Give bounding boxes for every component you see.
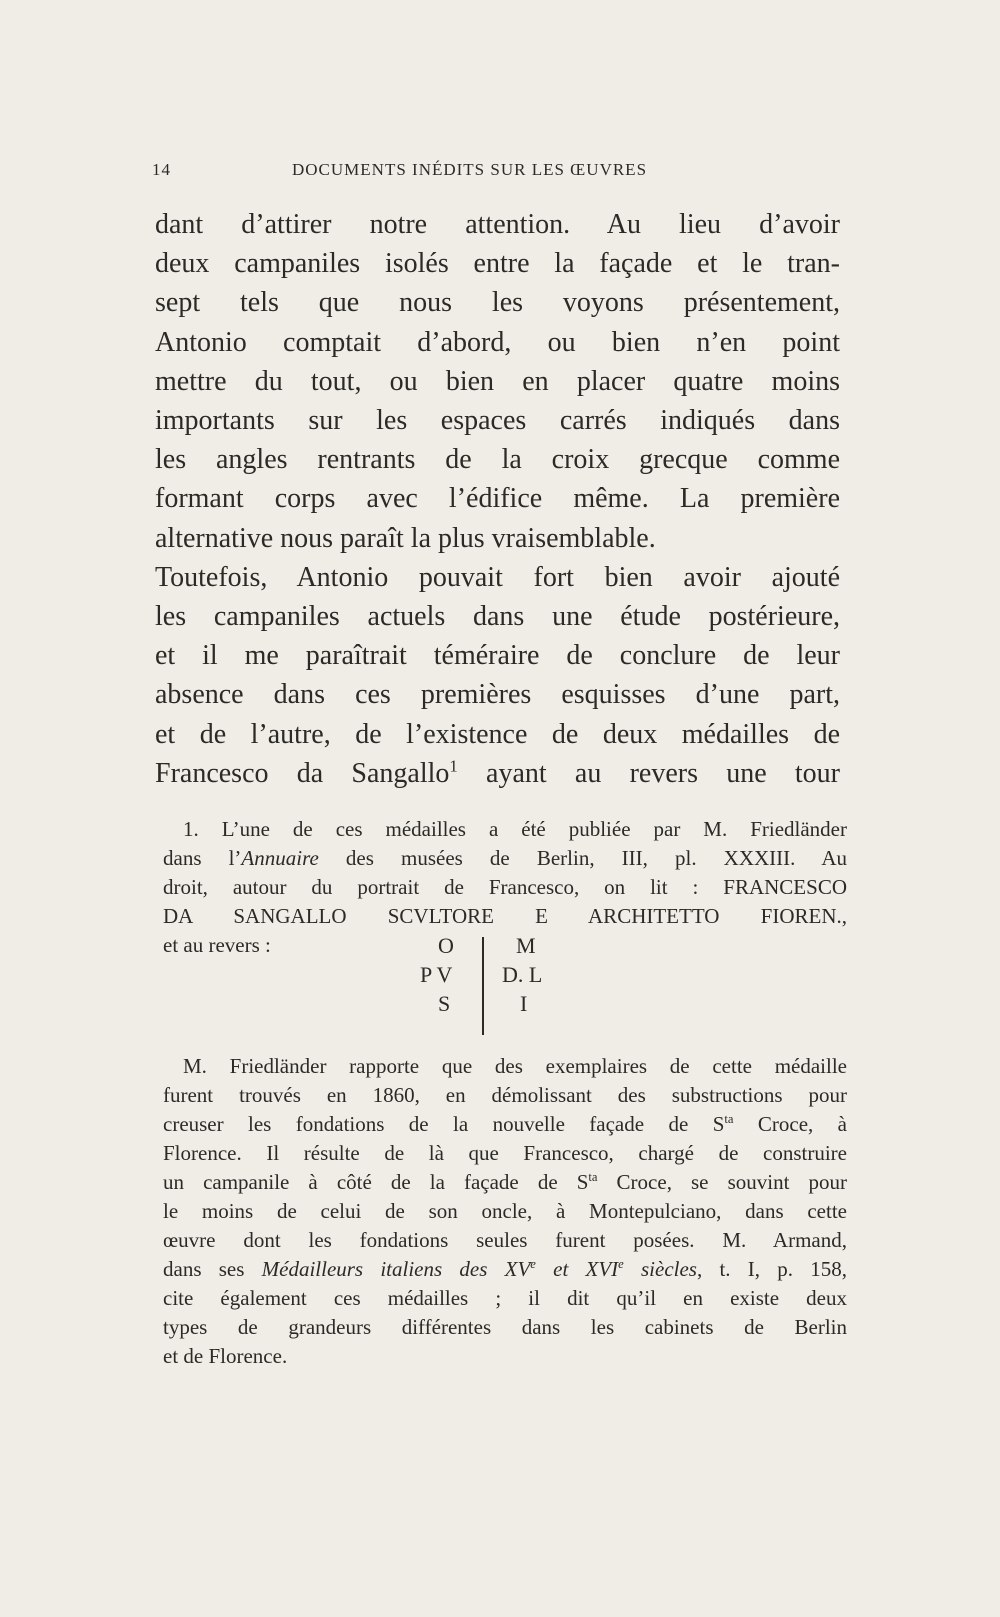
italic-title: siècles [623, 1257, 697, 1281]
text-fragment: dans ses [163, 1257, 262, 1281]
superscript: ta [724, 1112, 734, 1126]
text-fragment: un campanile à côté de la façade de S [163, 1170, 589, 1194]
text-line: formant corps avec l’édifice même. La première [155, 483, 840, 515]
footnote-line: Florence. Il résulte de là que Francesco, chargé de construire [163, 1141, 847, 1165]
text-line: mettre du tout, ou bien en placer quatre moins [155, 365, 840, 397]
text-line: absence dans ces premières esquisses d’une part, [155, 679, 840, 711]
footnote-line: M. Friedländer rapporte que des exemplaires de cette médaille [183, 1054, 847, 1078]
text-fragment: ayant au revers une tour [457, 757, 840, 789]
text-line: importants sur les espaces carrés indiqués dans [155, 405, 840, 437]
text-line: et de l’autre, de l’existence de deux médailles de [155, 718, 840, 750]
italic-title: Annuaire [241, 846, 319, 870]
inscription-right-top: M [516, 933, 536, 958]
inscription-right-mid: D. L [502, 962, 543, 987]
footnote-line [163, 844, 847, 873]
footnote-line: types de grandeurs différentes dans les cabinets de Berlin [163, 1315, 847, 1339]
text-fragment: Croce, se souvint pour [597, 1170, 847, 1194]
page-number: 14 [152, 160, 171, 179]
text-line: Antonio comptait d’abord, ou bien n’en point [155, 326, 840, 358]
footnote-ref: 1 [449, 756, 458, 776]
footnote-1-continued [163, 1052, 847, 1371]
footnote-line: et au revers : [163, 933, 271, 957]
footnote-line [163, 1110, 847, 1139]
text-fragment: dans l’ [163, 846, 242, 870]
text-fragment: , t. I, p. 158, [696, 1257, 847, 1281]
inscription-divider [482, 937, 484, 1035]
text-fragment: creuser les fondations de la nouvelle façade de S [163, 1112, 725, 1136]
footnote-line: droit, autour du portrait de Francesco, on lit : FRANCESCO [163, 875, 847, 899]
footnote-line [163, 1168, 847, 1197]
inscription-left-mid: P V [420, 962, 453, 987]
text-line: et il me paraîtrait téméraire de conclure de leur [155, 640, 840, 672]
text-line: les campaniles actuels dans une étude postérieure, [155, 601, 840, 633]
footnote-line: œuvre dont les fondations seules furent posées. M. Armand, [163, 1228, 847, 1252]
running-title: DOCUMENTS INÉDITS SUR LES ŒUVRES [292, 160, 648, 179]
text-line: deux campaniles isolés entre la façade et le tran- [155, 248, 840, 280]
text-fragment: des musées de Berlin, III, pl. XXXIII. Au [318, 846, 847, 870]
footnote-line: et de Florence. [163, 1344, 288, 1368]
inscription-right-bottom: I [520, 991, 528, 1016]
text-line-last [155, 754, 840, 793]
inscription-left-top: O [438, 933, 454, 958]
footnote-line [163, 1255, 847, 1284]
footnote-line: le moins de celui de son oncle, à Montepulciano, dans cette [163, 1199, 847, 1223]
text-line: sept tels que nous les voyons présentement, [155, 287, 840, 319]
superscript: e [618, 1257, 624, 1271]
text-fragment: Francesco da Sangallo [155, 757, 450, 789]
superscript: ta [588, 1170, 598, 1184]
footnote-line: furent trouvés en 1860, en démolissant des substructions pour [163, 1083, 847, 1107]
text-fragment: Croce, à [733, 1112, 847, 1136]
text-line: Toutefois, Antonio pouvait fort bien avoir ajouté [155, 561, 840, 593]
text-line: alternative nous paraît la plus vraisemblable. [155, 522, 656, 554]
main-text [155, 205, 840, 793]
text-line: les angles rentrants de la croix grecque comme [155, 444, 840, 476]
italic-title: et XVI [535, 1257, 619, 1281]
italic-title: Médailleurs italiens des XV [261, 1257, 531, 1281]
footnote-line: DA SANGALLO SCVLTORE E ARCHITETTO FIOREN., [163, 904, 847, 928]
inscription-left-bottom: S [438, 991, 451, 1016]
medal-inscription [420, 933, 580, 1043]
superscript: e [530, 1257, 536, 1271]
text-line: dant d’attirer notre attention. Au lieu d’avoir [155, 209, 840, 240]
footnote-line: 1. L’une de ces médailles a été publiée par M. Friedländer [183, 817, 847, 841]
footnote-line: cite également ces médailles ; il dit qu’il en existe deux [163, 1286, 847, 1310]
